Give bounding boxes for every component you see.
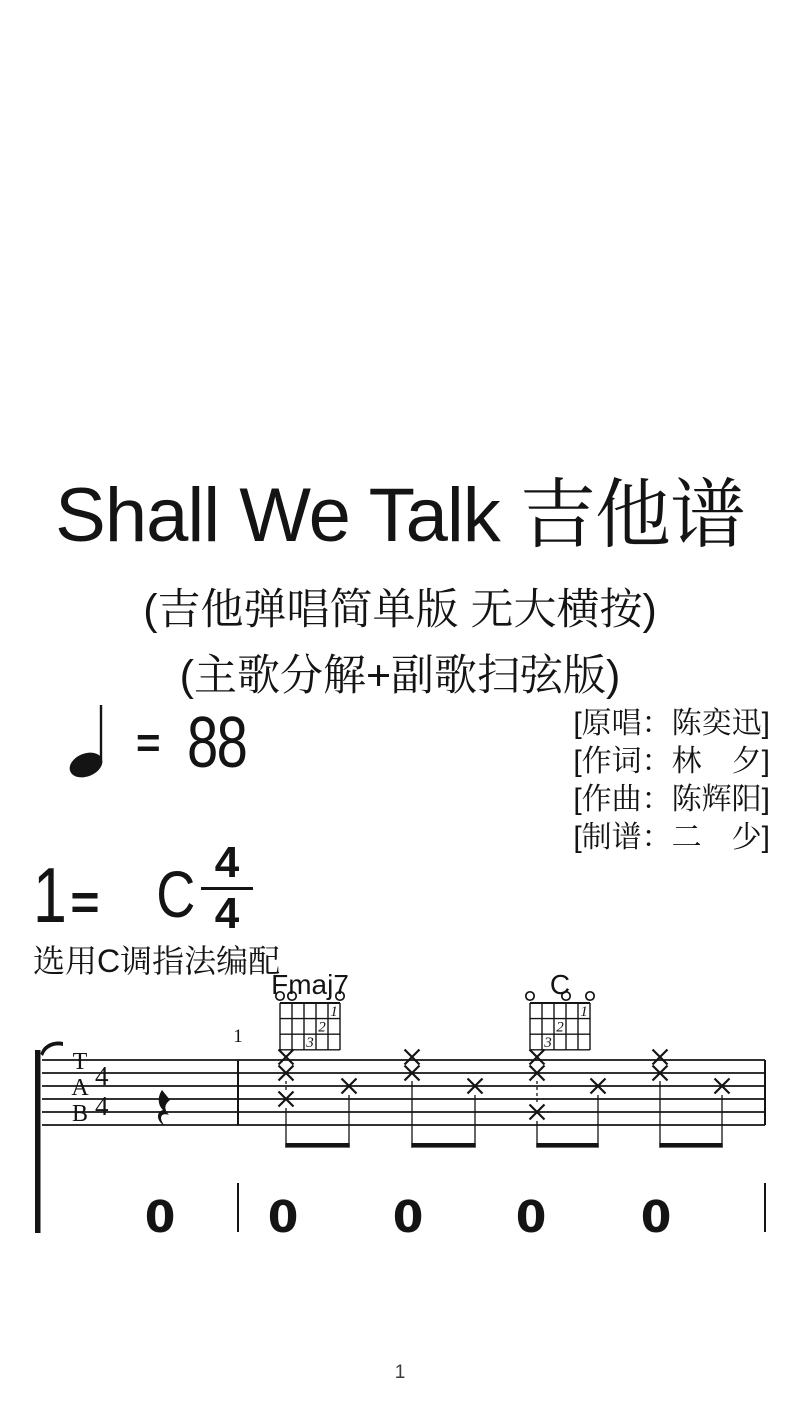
tab-letter: A xyxy=(71,1075,89,1101)
jianpu-rest: 0 xyxy=(515,1192,547,1243)
subtitle-version: (吉他弹唱简单版 无大横按) xyxy=(143,586,657,634)
finger-number: 3 xyxy=(306,1035,314,1051)
jianpu-rest: 0 xyxy=(392,1192,424,1243)
jianpu-rest: 0 xyxy=(640,1192,672,1243)
chord-diagram-c xyxy=(526,969,594,1051)
credit-line: [作曲：陈辉阳] xyxy=(573,783,770,816)
finger-number: 1 xyxy=(330,1003,338,1020)
finger-number: 2 xyxy=(318,1019,326,1036)
tempo-equals: = xyxy=(136,719,161,766)
key-name: C xyxy=(155,857,195,931)
system-bracket xyxy=(35,1050,41,1233)
credit-line: [原唱：陈奕迅] xyxy=(573,707,770,740)
key-prefix-equals: = xyxy=(70,874,100,930)
page-number: 1 xyxy=(394,1362,406,1383)
finger-number: 2 xyxy=(556,1019,564,1036)
page-title: Shall We Talk 吉他谱 xyxy=(55,473,745,558)
eighth-beam xyxy=(285,1143,349,1148)
staff-time-signature: 4 xyxy=(95,1091,109,1121)
jianpu-rest: 0 xyxy=(144,1192,176,1243)
time-signature-fraction xyxy=(198,840,256,937)
credit-line: [作词：林 夕] xyxy=(573,745,770,778)
measure-number: 1 xyxy=(233,1026,243,1047)
quarter-rest-icon xyxy=(158,1090,170,1126)
credit-line: [制谱：二 少] xyxy=(573,821,770,854)
quarter-note-icon xyxy=(0,695,110,785)
eighth-beam xyxy=(536,1143,598,1148)
eighth-beam xyxy=(659,1143,722,1148)
finger-number: 1 xyxy=(580,1003,588,1020)
subtitle-arrangement: (主歌分解+副歌扫弦版) xyxy=(179,652,621,700)
chord-name: C xyxy=(549,969,571,1000)
jianpu-rest: 0 xyxy=(267,1192,299,1243)
tempo-value: 88 xyxy=(186,703,246,783)
tab-letter: B xyxy=(71,1101,89,1127)
time-signature-bottom: 4 xyxy=(214,889,240,938)
eighth-beam xyxy=(411,1143,475,1148)
open-string-circle xyxy=(586,992,594,1000)
chord-name: Fmaj7 xyxy=(271,969,349,1000)
key-prefix-number: 1 xyxy=(33,850,67,939)
staff-time-signature: 4 xyxy=(95,1061,109,1091)
credits-block xyxy=(573,705,770,857)
chord-diagram-fmaj7 xyxy=(271,969,349,1051)
bracket-curl xyxy=(41,1042,64,1057)
time-signature-top: 4 xyxy=(214,838,240,887)
open-string-circle xyxy=(526,992,534,1000)
finger-number: 3 xyxy=(544,1035,552,1051)
tab-letter: T xyxy=(72,1049,88,1075)
tempo-marking xyxy=(136,703,263,783)
key-signature xyxy=(33,852,199,938)
arrangement-note: 选用C调指法编配 xyxy=(33,943,281,979)
